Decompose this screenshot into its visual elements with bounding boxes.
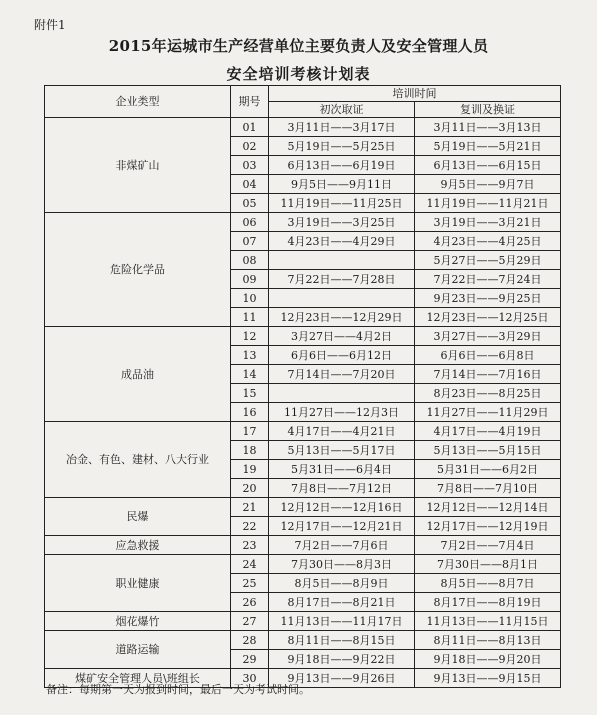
renewal-cell: 8月5日——8月7日 <box>415 574 561 593</box>
initial-cell: 9月18日——9月22日 <box>269 650 415 669</box>
period-cell: 21 <box>231 498 269 517</box>
page-subtitle: 安全培训考核计划表 <box>226 65 371 83</box>
initial-cell: 3月19日——3月25日 <box>269 213 415 232</box>
period-cell: 09 <box>231 270 269 289</box>
category-cell: 烟花爆竹 <box>45 612 231 631</box>
category-cell: 成品油 <box>45 327 231 422</box>
initial-cell: 8月5日——8月9日 <box>269 574 415 593</box>
period-cell: 06 <box>231 213 269 232</box>
initial-cell <box>269 251 415 270</box>
period-cell: 30 <box>231 669 269 688</box>
category-cell: 职业健康 <box>45 555 231 612</box>
category-cell: 道路运输 <box>45 631 231 669</box>
period-cell: 04 <box>231 175 269 194</box>
header-category: 企业类型 <box>45 86 231 118</box>
footnote: 备注：每期第一天为报到时间，最后一天为考试时间。 <box>46 683 310 696</box>
period-cell: 27 <box>231 612 269 631</box>
period-cell: 08 <box>231 251 269 270</box>
renewal-cell: 5月13日——5月15日 <box>415 441 561 460</box>
table-row <box>45 213 561 232</box>
period-cell: 17 <box>231 422 269 441</box>
renewal-cell: 7月2日——7月4日 <box>415 536 561 555</box>
renewal-cell: 3月19日——3月21日 <box>415 213 561 232</box>
renewal-cell: 9月18日——9月20日 <box>415 650 561 669</box>
period-cell: 14 <box>231 365 269 384</box>
training-schedule-table <box>44 85 561 688</box>
renewal-cell: 5月19日——5月21日 <box>415 137 561 156</box>
renewal-cell: 11月13日——11月15日 <box>415 612 561 631</box>
period-cell: 23 <box>231 536 269 555</box>
renewal-cell: 4月23日——4月25日 <box>415 232 561 251</box>
renewal-cell: 7月22日——7月24日 <box>415 270 561 289</box>
header-renewal: 复训及换证 <box>415 102 561 118</box>
initial-cell: 6月13日——6月19日 <box>269 156 415 175</box>
renewal-cell: 5月27日——5月29日 <box>415 251 561 270</box>
renewal-cell: 8月23日——8月25日 <box>415 384 561 403</box>
table-row <box>45 118 561 137</box>
renewal-cell: 7月8日——7月10日 <box>415 479 561 498</box>
header-period: 期号 <box>231 86 269 118</box>
period-cell: 11 <box>231 308 269 327</box>
initial-cell: 4月17日——4月21日 <box>269 422 415 441</box>
table-row <box>45 327 561 346</box>
initial-cell: 7月2日——7月6日 <box>269 536 415 555</box>
category-cell: 应急救援 <box>45 536 231 555</box>
initial-cell: 4月23日——4月29日 <box>269 232 415 251</box>
initial-cell: 7月8日——7月12日 <box>269 479 415 498</box>
renewal-cell: 4月17日——4月19日 <box>415 422 561 441</box>
table-row <box>45 536 561 555</box>
initial-cell: 5月31日——6月4日 <box>269 460 415 479</box>
period-cell: 01 <box>231 118 269 137</box>
period-cell: 28 <box>231 631 269 650</box>
initial-cell: 5月13日——5月17日 <box>269 441 415 460</box>
initial-cell: 7月14日——7月20日 <box>269 365 415 384</box>
renewal-cell: 12月12日——12月14日 <box>415 498 561 517</box>
period-cell: 29 <box>231 650 269 669</box>
period-cell: 22 <box>231 517 269 536</box>
header-initial: 初次取证 <box>269 102 415 118</box>
period-cell: 13 <box>231 346 269 365</box>
category-cell: 非煤矿山 <box>45 118 231 213</box>
renewal-cell: 8月17日——8月19日 <box>415 593 561 612</box>
table-row <box>45 498 561 517</box>
renewal-cell: 12月23日——12月25日 <box>415 308 561 327</box>
renewal-cell: 8月11日——8月13日 <box>415 631 561 650</box>
initial-cell: 12月23日——12月29日 <box>269 308 415 327</box>
initial-cell: 7月22日——7月28日 <box>269 270 415 289</box>
period-cell: 26 <box>231 593 269 612</box>
renewal-cell: 11月19日——11月21日 <box>415 194 561 213</box>
period-cell: 02 <box>231 137 269 156</box>
initial-cell: 9月5日——9月11日 <box>269 175 415 194</box>
initial-cell: 11月27日——12月3日 <box>269 403 415 422</box>
table-row <box>45 555 561 574</box>
renewal-cell: 6月13日——6月15日 <box>415 156 561 175</box>
page-title: 2015年运城市生产经营单位主要负责人及安全管理人员 <box>108 37 489 55</box>
initial-cell: 11月19日——11月25日 <box>269 194 415 213</box>
table-row <box>45 422 561 441</box>
renewal-cell: 3月11日——3月13日 <box>415 118 561 137</box>
category-cell: 民爆 <box>45 498 231 536</box>
period-cell: 05 <box>231 194 269 213</box>
initial-cell: 3月27日——4月2日 <box>269 327 415 346</box>
renewal-cell: 7月30日——8月1日 <box>415 555 561 574</box>
attachment-label: 附件1 <box>34 18 66 32</box>
renewal-cell: 3月27日——3月29日 <box>415 327 561 346</box>
renewal-cell: 5月31日——6月2日 <box>415 460 561 479</box>
initial-cell <box>269 289 415 308</box>
period-cell: 15 <box>231 384 269 403</box>
period-cell: 25 <box>231 574 269 593</box>
renewal-cell: 12月17日——12月19日 <box>415 517 561 536</box>
table-body <box>45 118 561 688</box>
initial-cell: 3月11日——3月17日 <box>269 118 415 137</box>
initial-cell: 8月17日——8月21日 <box>269 593 415 612</box>
renewal-cell: 7月14日——7月16日 <box>415 365 561 384</box>
period-cell: 03 <box>231 156 269 175</box>
category-cell: 冶金、有色、建材、八大行业 <box>45 422 231 498</box>
initial-cell: 11月13日——11月17日 <box>269 612 415 631</box>
period-cell: 24 <box>231 555 269 574</box>
period-cell: 10 <box>231 289 269 308</box>
initial-cell: 12月17日——12月21日 <box>269 517 415 536</box>
period-cell: 07 <box>231 232 269 251</box>
header-training-time: 培训时间 <box>269 86 561 102</box>
table-row <box>45 631 561 650</box>
initial-cell: 7月30日——8月3日 <box>269 555 415 574</box>
initial-cell: 12月12日——12月16日 <box>269 498 415 517</box>
period-cell: 18 <box>231 441 269 460</box>
table-row <box>45 612 561 631</box>
renewal-cell: 9月5日——9月7日 <box>415 175 561 194</box>
initial-cell: 5月19日——5月25日 <box>269 137 415 156</box>
category-cell: 煤矿安全管理人员\班组长 <box>45 669 231 688</box>
period-cell: 19 <box>231 460 269 479</box>
period-cell: 20 <box>231 479 269 498</box>
category-cell: 危险化学品 <box>45 213 231 327</box>
renewal-cell: 6月6日——6月8日 <box>415 346 561 365</box>
renewal-cell: 9月23日——9月25日 <box>415 289 561 308</box>
renewal-cell: 9月13日——9月15日 <box>415 669 561 688</box>
renewal-cell: 11月27日——11月29日 <box>415 403 561 422</box>
initial-cell: 6月6日——6月12日 <box>269 346 415 365</box>
period-cell: 16 <box>231 403 269 422</box>
initial-cell <box>269 384 415 403</box>
initial-cell: 9月13日——9月26日 <box>269 669 415 688</box>
initial-cell: 8月11日——8月15日 <box>269 631 415 650</box>
period-cell: 12 <box>231 327 269 346</box>
